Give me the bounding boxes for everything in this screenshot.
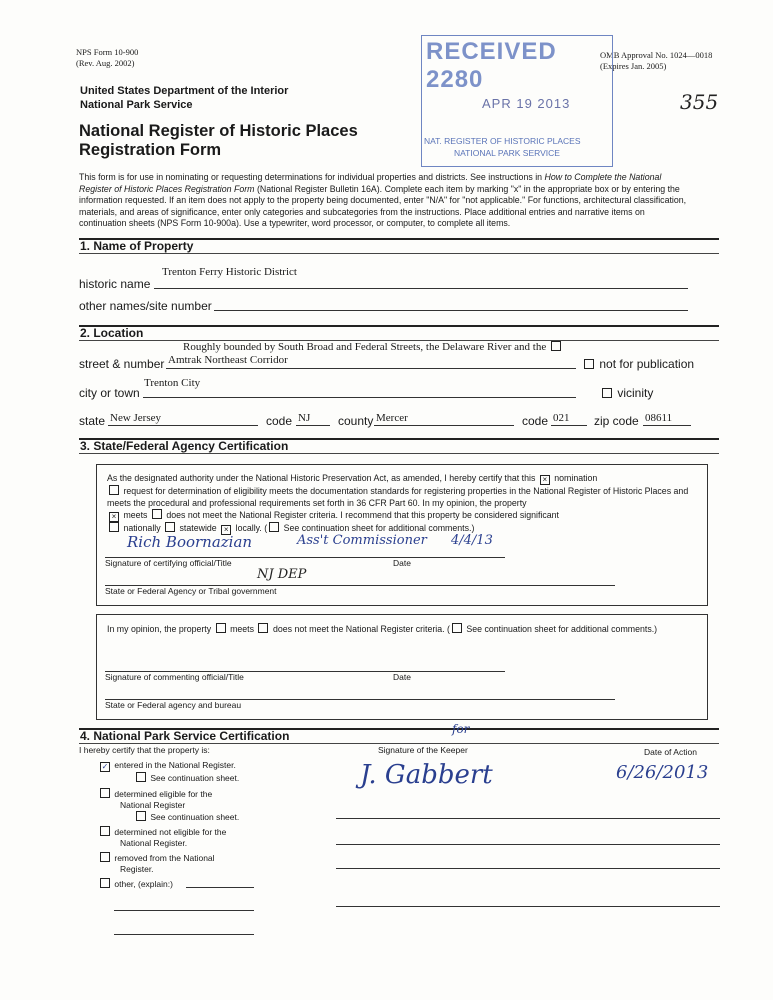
keeper-signature: J. Gabbert bbox=[360, 760, 493, 790]
vicinity-option[interactable]: vicinity bbox=[600, 386, 653, 400]
commenting-signature-label: Signature of commenting official/Title bbox=[105, 672, 244, 682]
option-determined-eligible[interactable]: determined eligible for the National Register See continuation sheet. bbox=[98, 788, 239, 823]
certifying-signature: Rich Boornazian bbox=[127, 533, 253, 551]
see-continuation-checkbox-1[interactable] bbox=[136, 772, 146, 782]
certifying-date-label: Date bbox=[393, 558, 411, 568]
certification-box bbox=[96, 464, 708, 606]
certifying-title: Ass't Commissioner bbox=[297, 533, 427, 548]
section-2-heading: 2. Location bbox=[80, 326, 144, 340]
city-label: city or town bbox=[79, 386, 140, 400]
removed-checkbox[interactable] bbox=[100, 852, 110, 862]
comment-meets-checkbox[interactable] bbox=[216, 623, 226, 633]
nomination-checkbox[interactable]: × bbox=[540, 475, 550, 485]
zip-label: zip code bbox=[594, 414, 639, 428]
other-checkbox[interactable] bbox=[100, 878, 110, 888]
agency-heading: United States Department of the Interior National Park Service bbox=[80, 85, 289, 111]
keeper-for-note: for bbox=[452, 722, 470, 736]
comment-does-not-meet-checkbox[interactable] bbox=[258, 623, 268, 633]
state-label: state bbox=[79, 414, 106, 428]
commenting-agency-label: State or Federal agency and bureau bbox=[105, 700, 242, 710]
other-names-label: other names/site number bbox=[79, 299, 212, 313]
county-label: county bbox=[338, 414, 374, 428]
certifying-signature-label: Signature of certifying official/Title bbox=[105, 558, 232, 568]
continuation-checkbox-2[interactable] bbox=[452, 623, 462, 633]
historic-name-value[interactable]: Trenton Ferry Historic District bbox=[162, 266, 297, 278]
agency-handwritten: NJ DEP bbox=[257, 567, 307, 582]
request-checkbox[interactable] bbox=[109, 485, 119, 495]
continuation-checkbox-1[interactable] bbox=[269, 522, 279, 532]
certifying-date: 4/4/13 bbox=[451, 533, 493, 548]
determined-eligible-checkbox[interactable] bbox=[100, 788, 110, 798]
vicinity-checkbox[interactable] bbox=[602, 388, 612, 398]
handwritten-ref-number: 355 bbox=[680, 90, 719, 114]
historic-name-label: historic name bbox=[79, 277, 151, 291]
street-number-label: street & number bbox=[79, 357, 165, 371]
state-code-value[interactable]: NJ bbox=[298, 412, 311, 424]
other-explain-field[interactable] bbox=[186, 887, 254, 888]
locally-checkbox[interactable]: × bbox=[221, 525, 231, 535]
agency-label: State or Federal Agency or Tribal government bbox=[105, 586, 277, 596]
street-number-value[interactable]: Amtrak Northeast Corridor bbox=[168, 354, 288, 366]
section-1-heading: 1. Name of Property bbox=[80, 239, 194, 253]
option-entered[interactable]: ✓ entered in the National Register. See continuation sheet. bbox=[101, 760, 240, 783]
commenting-box bbox=[96, 614, 708, 720]
date-of-action-label: Date of Action bbox=[644, 747, 697, 757]
option-other[interactable]: other, (explain:) bbox=[98, 878, 173, 890]
county-code-label: code bbox=[522, 414, 549, 428]
other-names-field[interactable] bbox=[214, 310, 688, 311]
nationally-checkbox[interactable] bbox=[109, 522, 119, 532]
determined-not-eligible-checkbox[interactable] bbox=[100, 826, 110, 836]
not-for-publication-checkbox[interactable] bbox=[584, 359, 594, 369]
keeper-signature-label: Signature of the Keeper bbox=[378, 745, 468, 755]
city-value[interactable]: Trenton City bbox=[144, 377, 201, 389]
not-for-publication-option[interactable]: not for publication bbox=[582, 357, 694, 371]
zip-value[interactable]: 08611 bbox=[645, 412, 673, 424]
street-line-1[interactable]: Roughly bounded by South Broad and Federal Streets, the Delaware River and the bbox=[183, 341, 563, 353]
instructions-paragraph: This form is for use in nominating or requesting determinations for individual properties and districts. See instructions in How to Complete the National Register of Historic Places Registration Form (National Register Bulletin 16A). Complete each item by marking "x" in the appropriate box or by entering the information requested. If an item does not apply to the property being documented, enter "N/A" for "not applicable." For functions, architectural classification, materials, and areas of significance, enter only categories and subcategories from the instructions. Place additional entries and narrative items on continuation sheets (NPS Form 10-900a). Use a typewriter, word processor, or computer, to complete all items. bbox=[79, 172, 687, 228]
form-number: NPS Form 10-900 (Rev. Aug. 2002) bbox=[76, 47, 139, 68]
form-title: National Register of Historic Places Registration Form bbox=[79, 122, 358, 159]
section-3-heading: 3. State/Federal Agency Certification bbox=[80, 439, 289, 453]
state-code-label: code bbox=[266, 414, 293, 428]
certification-text: As the designated authority under the National Historic Preservation Act, as amended, I hereby certify that this × nomination request for determination of eligibility meets the documentation standards for registering properties in the National Register of Historic Places and meets the procedural and professional requirements set forth in 36 CFR Part 60. In my opinion, the property × meets does not meet the National Register criteria. I recommend that this property be considered significant nationally statewide × locally. ( See continuation sheet for additional comments.) bbox=[107, 473, 689, 534]
received-stamp: RECEIVED 2280 APR 19 2013 NAT. REGISTER OF HISTORIC PLACES NATIONAL PARK SERVICE bbox=[421, 35, 613, 167]
section-4-heading: 4. National Park Service Certification bbox=[80, 729, 290, 743]
does-not-meet-checkbox[interactable] bbox=[152, 509, 162, 519]
meets-checkbox[interactable]: × bbox=[109, 512, 119, 522]
nps-intro: I hereby certify that the property is: bbox=[79, 745, 210, 755]
entered-checkbox[interactable]: ✓ bbox=[101, 762, 109, 771]
county-value[interactable]: Mercer bbox=[376, 412, 408, 424]
date-of-action-value: 6/26/2013 bbox=[616, 762, 709, 783]
option-removed[interactable]: removed from the National Register. bbox=[98, 852, 215, 875]
statewide-checkbox[interactable] bbox=[165, 522, 175, 532]
omb-approval: OMB Approval No. 1024—0018 (Expires Jan. 2005) bbox=[600, 50, 713, 71]
commenting-date-label: Date bbox=[393, 672, 411, 682]
option-determined-not-eligible[interactable]: determined not eligible for the National Register. bbox=[98, 826, 226, 849]
state-value[interactable]: New Jersey bbox=[110, 412, 162, 424]
commenting-text: In my opinion, the property meets does not meet the National Register criteria. ( See continuation sheet for additional comments.) bbox=[107, 624, 658, 634]
county-code-value[interactable]: 021 bbox=[553, 412, 570, 424]
see-continuation-checkbox-2[interactable] bbox=[136, 811, 146, 821]
